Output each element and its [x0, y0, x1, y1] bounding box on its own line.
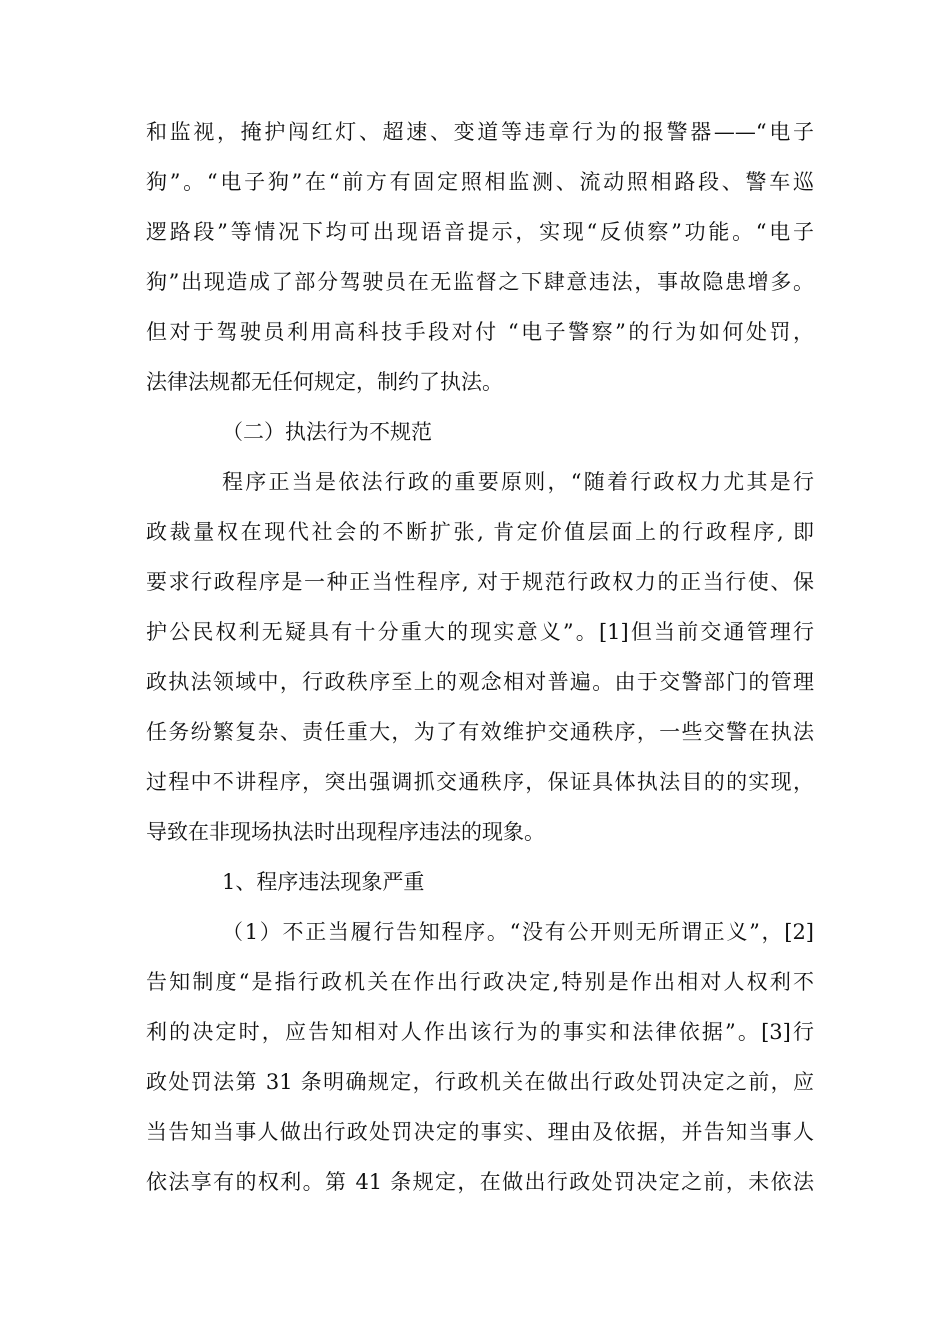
- text-line: 政处罚法第 31 条明确规定，行政机关在做出行政处罚决定之前，应: [146, 1070, 814, 1094]
- text-line: 任务纷繁复杂、责任重大，为了有效维护交通秩序，一些交警在执法: [146, 720, 814, 744]
- text-line: 利的决定时，应告知相对人作出该行为的事实和法律依据”。[3]行: [146, 1020, 814, 1044]
- subsection-heading: 1、程序违法现象严重: [222, 870, 425, 894]
- text-line: 依法享有的权利。第 41 条规定，在做出行政处罚决定之前，未依法: [146, 1170, 814, 1194]
- text-line: 当告知当事人做出行政处罚决定的事实、理由及依据，并告知当事人: [146, 1120, 814, 1144]
- text-line: 和监视，掩护闯红灯、超速、变道等违章行为的报警器——“电子: [146, 120, 814, 144]
- text-line: 逻路段”等情况下均可出现语音提示，实现“反侦察”功能。“电子: [146, 220, 814, 244]
- text-line: 法律法规都无任何规定，制约了执法。: [146, 370, 503, 394]
- text-line: 告知制度“是指行政机关在作出行政决定,特别是作出相对人权利不: [146, 970, 814, 994]
- text-line: 过程中不讲程序，突出强调抓交通秩序，保证具体执法目的的实现，: [146, 770, 814, 794]
- text-line: 狗”。“电子狗”在“前方有固定照相监测、流动照相路段、警车巡: [146, 170, 814, 194]
- text-line: 狗”出现造成了部分驾驶员在无监督之下肆意违法，事故隐患增多。: [146, 270, 814, 294]
- text-line: 要求行政程序是一种正当性程序, 对于规范行政权力的正当行使、保: [146, 570, 814, 594]
- text-line: 政执法领域中，行政秩序至上的观念相对普遍。由于交警部门的管理: [146, 670, 814, 694]
- section-heading: （二）执法行为不规范: [222, 420, 432, 444]
- text-line: 导致在非现场执法时出现程序违法的现象。: [146, 820, 545, 844]
- text-line: 但对于驾驶员利用高科技手段对付 “电子警察”的行为如何处罚，: [146, 320, 814, 344]
- paragraph-first-line: 程序正当是依法行政的重要原则，“随着行政权力尤其是行: [222, 470, 814, 494]
- paragraph-first-line: （1）不正当履行告知程序。“没有公开则无所谓正义”，[2]: [222, 920, 814, 944]
- text-line: 政裁量权在现代社会的不断扩张, 肯定价值层面上的行政程序, 即: [146, 520, 814, 544]
- text-line: 护公民权利无疑具有十分重大的现实意义”。[1]但当前交通管理行: [146, 620, 814, 644]
